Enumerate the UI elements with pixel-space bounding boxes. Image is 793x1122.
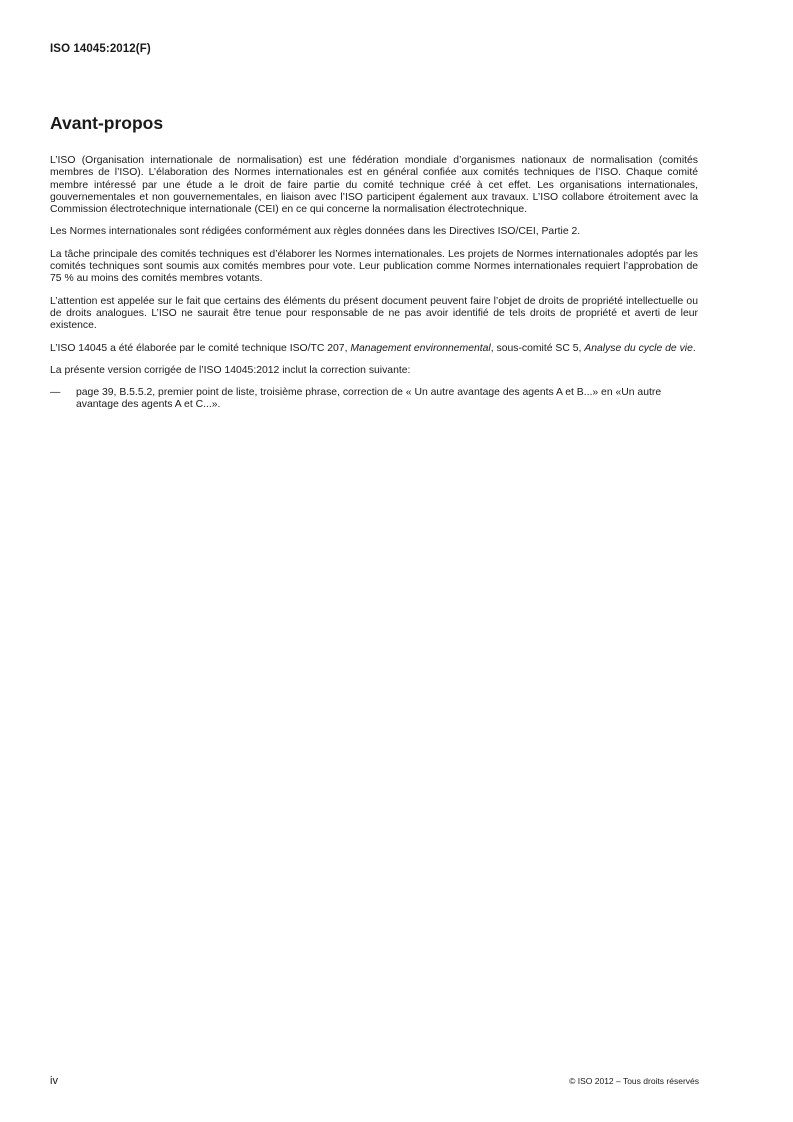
page-number: iv	[50, 1075, 58, 1087]
paragraph-directives: Les Normes internationales sont rédigées conformément aux règles données dans les Directives ISO/CEI, Partie 2.	[50, 226, 581, 238]
list-dash: —	[50, 387, 61, 399]
subcommittee-name-italic: Analyse du cycle de vie	[584, 342, 693, 354]
list-item	[50, 387, 698, 412]
preparation-text-1: L’ISO 14045 a été élaborée par le comité technique ISO/TC 207,	[50, 342, 351, 354]
foreword-content	[50, 155, 698, 422]
paragraph-patent-rights: L’attention est appelée sur le fait que certains des éléments du présent document peuvent faire l’objet de droits de propriété intellectuelle ou de droits analogues. L’ISO ne saurait être tenue pour responsable de ne pas avoir identifié de tels droits de propriété et averti de leur existence.	[50, 295, 698, 332]
preparation-text-3: .	[692, 342, 696, 354]
preparation-text-2: , sous-comité SC 5,	[490, 342, 585, 354]
paragraph-preparation	[50, 343, 698, 355]
copyright-notice: © ISO 2012 – Tous droits réservés	[569, 1076, 699, 1086]
paragraph-committee-tasks: La tâche principale des comités techniques est d’élaborer les Normes internationales. Les projets de Normes internationales adoptés par les comités techniques sont soumis aux comités membres pour vote. Leur publication comme Normes internationales requiert l’approbation de 75 % au moins des comités membres votants.	[50, 248, 698, 285]
paragraph-iso-overview: L’ISO (Organisation internationale de normalisation) est une fédération mondiale d’organismes nationaux de normalisation (comités membres de l’ISO). L’élaboration des Normes internationales est en général confiée aux comités techniques de l’ISO. Chaque comité membre intéressé par une étude a le droit de faire partie du comité technique créé à cet effet. Les organisations internationales, gouvernementales et non gouvernementales, en liaison avec l’ISO participent également aux travaux. L’ISO collabore étroitement avec la Commission électrotechnique internationale (CEI) en ce qui concerne la normalisation électrotechnique.	[50, 155, 698, 216]
document-header-id: ISO 14045:2012(F)	[50, 43, 151, 55]
page-title: Avant-propos	[50, 113, 164, 133]
list-item-text: page 39, B.5.5.2, premier point de liste, troisième phrase, correction de « Un autre avantage des agents A et B...» en «Un autre avantage des agents A et C...».	[76, 387, 662, 411]
paragraph-correction-intro: La présente version corrigée de l’ISO 14045:2012 inclut la correction suivante:	[50, 364, 411, 376]
committee-name-italic: Management environnemental	[350, 342, 491, 354]
